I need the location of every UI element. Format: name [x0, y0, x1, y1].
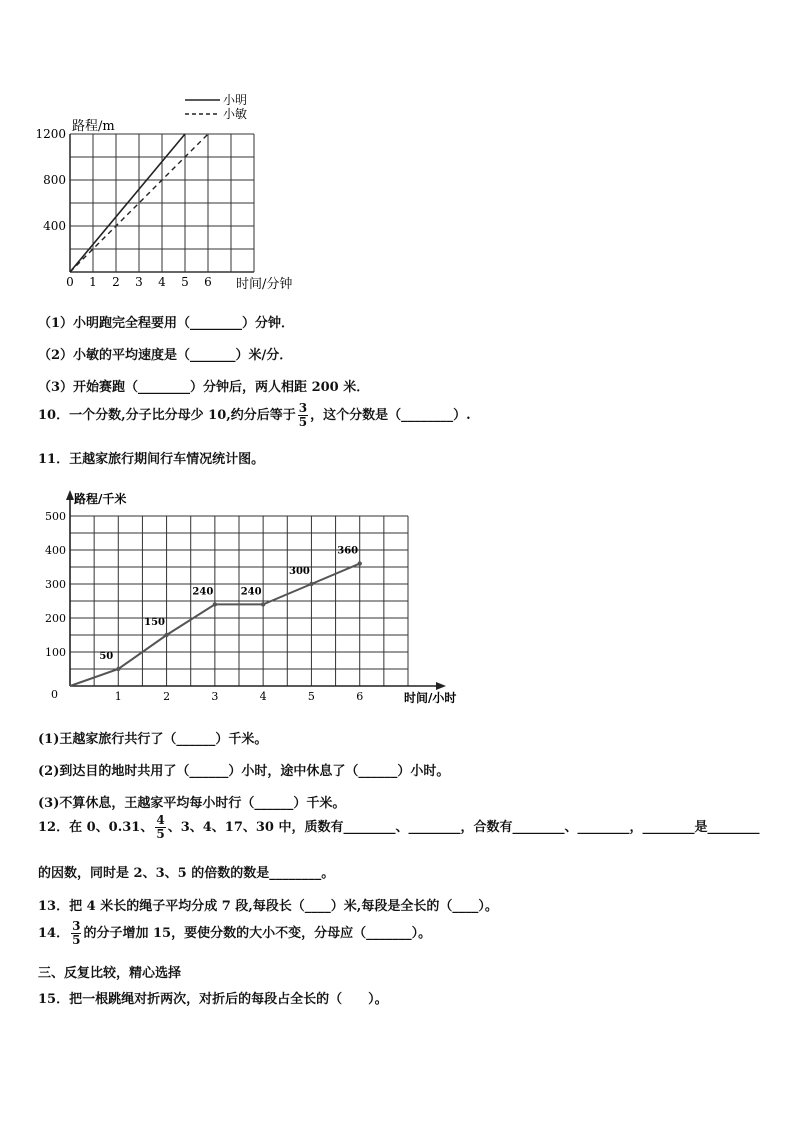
chart2-data-point — [213, 602, 217, 606]
chart2-data-label: 300 — [288, 566, 310, 577]
section-3-heading: 三、反复比较，精心选择 — [38, 966, 182, 981]
chart2-xlabel: 时间/小时 — [404, 691, 457, 705]
q12-numerator: 4 — [156, 813, 165, 827]
chart2-data-point — [116, 667, 120, 671]
question-12-line2: 的因数，同时是 2、3、5 的倍数的数是________。 — [38, 866, 335, 881]
q9-sub3: （3）开始赛跑（________）分钟后，两人相距 200 米． — [38, 380, 370, 395]
race-distance-chart — [30, 86, 330, 296]
chart2-ytick-label: 400 — [45, 544, 66, 557]
q12-text-b: 、3、4、17、30 中，质数有________、________，合数有________、________，________是________ — [167, 820, 760, 835]
chart2-ytick-label: 200 — [45, 612, 66, 625]
chart1-ytick-label: 800 — [43, 173, 66, 187]
chart2-ytick-label: 0 — [51, 688, 58, 701]
chart1-xtick-label: 6 — [204, 275, 212, 289]
chart2-xtick-label: 4 — [259, 690, 267, 703]
question-12-line1 — [38, 814, 760, 841]
chart1-xtick-label: 4 — [158, 275, 166, 289]
chart1-ytick-label: 1200 — [35, 127, 66, 141]
q14-fraction — [71, 920, 81, 947]
q10-denominator: 5 — [298, 415, 308, 429]
chart2-data-point — [309, 582, 313, 586]
chart2-data-point — [164, 633, 168, 637]
chart2-xtick-label: 5 — [307, 690, 315, 703]
chart2-y-arrow — [66, 490, 74, 500]
q10-fraction — [298, 402, 308, 429]
chart1-ylabel: 路程/m — [72, 119, 115, 134]
chart2-ticks — [45, 510, 363, 703]
chart2-data-label: 240 — [192, 586, 214, 598]
chart2-data-label: 240 — [240, 586, 262, 598]
q10-text-after: ，这个分数是（________）. — [310, 408, 471, 423]
chart2-ylabel: 路程/千米 — [74, 492, 127, 506]
chart2-data-label: 360 — [337, 545, 359, 557]
chart2-ytick-label: 100 — [45, 646, 66, 659]
q9-sub2: （2）小敏的平均速度是（_______）米/分． — [38, 348, 293, 363]
chart1-xlabel: 时间/分钟 — [236, 277, 293, 292]
q11-sub1: (1)王越家旅行共行了（______）千米。 — [38, 732, 268, 747]
chart1-ytick-label: 400 — [43, 219, 66, 233]
chart2-ytick-label: 500 — [45, 510, 66, 523]
chart2-x-arrow — [436, 682, 446, 690]
chart2-ytick-label: 300 — [45, 578, 66, 591]
chart2-xtick-label: 1 — [114, 690, 122, 703]
legend-label-xiaoming: 小明 — [223, 93, 248, 107]
q12-text-a: 12．在 0、0.31、 — [38, 820, 154, 835]
q11-sub2: (2)到达目的地时共用了（______）小时，途中休息了（______）小时。 — [38, 764, 450, 779]
q14-text-before: 14． — [38, 926, 70, 941]
q11-sub3: (3)不算休息，王越家平均每小时行（______）千米。 — [38, 796, 346, 811]
chart2-xtick-label: 2 — [163, 690, 171, 703]
q9-sub1: （1）小明跑完全程要用（________）分钟． — [38, 316, 295, 331]
q12-fraction — [155, 814, 165, 841]
question-11-title: 11．王越家旅行期间行车情况统计图。 — [38, 452, 265, 467]
legend-label-xiaomin: 小敏 — [223, 107, 248, 121]
chart2-data-label: 50 — [99, 651, 114, 662]
travel-distance-chart — [30, 488, 470, 710]
q12-denominator: 5 — [156, 827, 165, 841]
chart2-data-label: 150 — [144, 617, 166, 628]
chart1-xtick-label: 2 — [112, 275, 120, 289]
question-10 — [38, 402, 471, 429]
chart1-xtick-label: 1 — [89, 275, 97, 289]
chart2-data-point — [261, 602, 265, 606]
question-15: 15．把一根跳绳对折两次，对折后的每段占全长的（ ）。 — [38, 992, 388, 1007]
chart1-xtick-label: 5 — [181, 275, 189, 289]
q10-text-before: 10．一个分数,分子比分母少 10,约分后等于 — [38, 408, 296, 423]
q14-numerator: 3 — [72, 919, 81, 933]
chart2-data-point — [358, 561, 362, 565]
q14-denominator: 5 — [72, 933, 81, 947]
chart1-xtick-label: 0 — [66, 275, 74, 289]
chart2-xtick-label: 6 — [356, 690, 364, 703]
chart1-grid — [70, 134, 254, 272]
question-14 — [38, 920, 431, 947]
q10-numerator: 3 — [298, 401, 308, 415]
question-13: 13．把 4 米长的绳子平均分成 7 段,每段长（____）米,每段是全长的（____）。 — [38, 899, 498, 914]
chart1-xtick-label: 3 — [135, 275, 143, 289]
chart2-xtick-label: 3 — [211, 690, 219, 703]
q14-text-after: 的分子增加 15，要使分数的大小不变，分母应（_______）。 — [83, 926, 432, 941]
